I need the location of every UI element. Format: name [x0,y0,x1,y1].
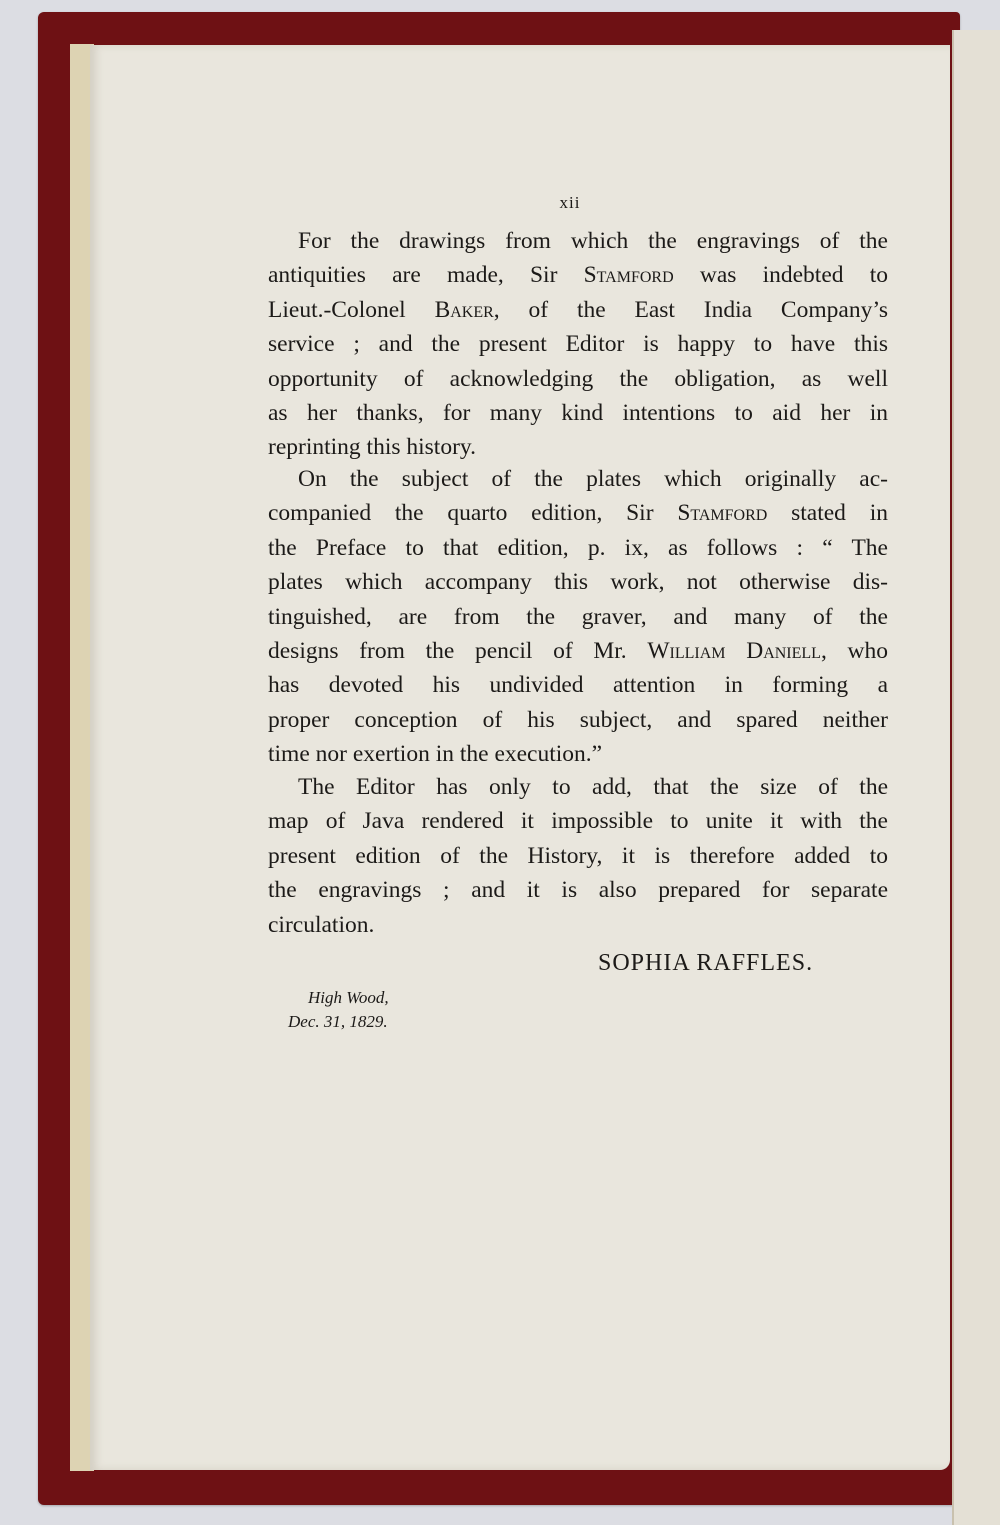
text-run: proper conception of his subject, and spared neither [268,706,888,733]
date: Dec. 31, 1829. [288,1012,388,1031]
text-line [268,327,888,361]
text-run: reprinting this history. [268,434,477,461]
text-line [268,430,888,464]
text-line [268,224,888,258]
small-caps-name: Stamford [677,500,768,527]
text-run: opportunity of acknowledging the obligation, as well [268,365,888,392]
text-run: , who [820,638,888,665]
text-line [268,396,888,430]
text-run: Lieut.-Colonel [268,296,435,323]
page-number: xii [559,193,581,212]
text-line [268,873,888,907]
text-line [268,737,888,771]
text-line [268,908,888,942]
text-line [268,600,888,634]
text-run: , of the East India Company’s [493,296,888,323]
paragraph-1 [268,224,888,465]
text-run: For the drawings from which the engravings of the [298,228,888,254]
text-run: designs from the pencil of Mr. [268,638,648,665]
text-run: plates which accompany this work, not otherwise dis- [268,569,888,596]
paragraph-2 [268,462,888,772]
text-line [268,531,888,565]
text-line [268,565,888,599]
text-run: present edition of the History, it is therefore added to [268,842,888,869]
text-run: was indebted to [673,262,889,289]
text-line [268,668,888,702]
text-line [268,770,888,804]
facing-page-edge [952,30,1000,1525]
text-run: as her thanks, for many kind intentions to aid her in [268,400,888,427]
text-line [268,804,888,838]
text-run: service ; and the present Editor is happy to have this [268,331,888,358]
signature: SOPHIA RAFFLES. [598,950,814,976]
text-line [268,634,888,668]
text-line [268,703,888,737]
text-line [268,839,888,873]
text-run: stated in [767,500,888,527]
text-run: antiquities are made, Sir [268,262,584,289]
text-line [268,258,888,292]
paragraph-3 [268,770,888,942]
text-run: companied the quarto edition, Sir [268,500,678,527]
text-run: On the subject of the plates which originally ac- [298,466,888,492]
text-line [268,362,888,396]
small-caps-name: Baker [434,296,494,323]
small-caps-name: William Daniell [647,638,821,665]
small-caps-name: Stamford [583,262,674,289]
text-run: has devoted his undivided attention in forming a [268,672,888,699]
text-line [268,293,888,327]
place: High Wood, [308,988,389,1007]
text-run: map of Java rendered it impossible to unite it with the [268,808,888,835]
text-run: the Preface to that edition, p. ix, as follows : “ The [268,534,888,561]
text-line [268,462,888,496]
text-run: circulation. [268,911,375,938]
place-and-date [288,986,389,1034]
text-run: tinguished, are from the graver, and many of the [268,603,888,630]
text-run: The Editor has only to add, that the size of the [298,774,888,800]
text-run: the engravings ; and it is also prepared for separate [268,877,888,904]
text-line [268,496,888,530]
text-run: time nor exertion in the execution.” [268,741,603,768]
